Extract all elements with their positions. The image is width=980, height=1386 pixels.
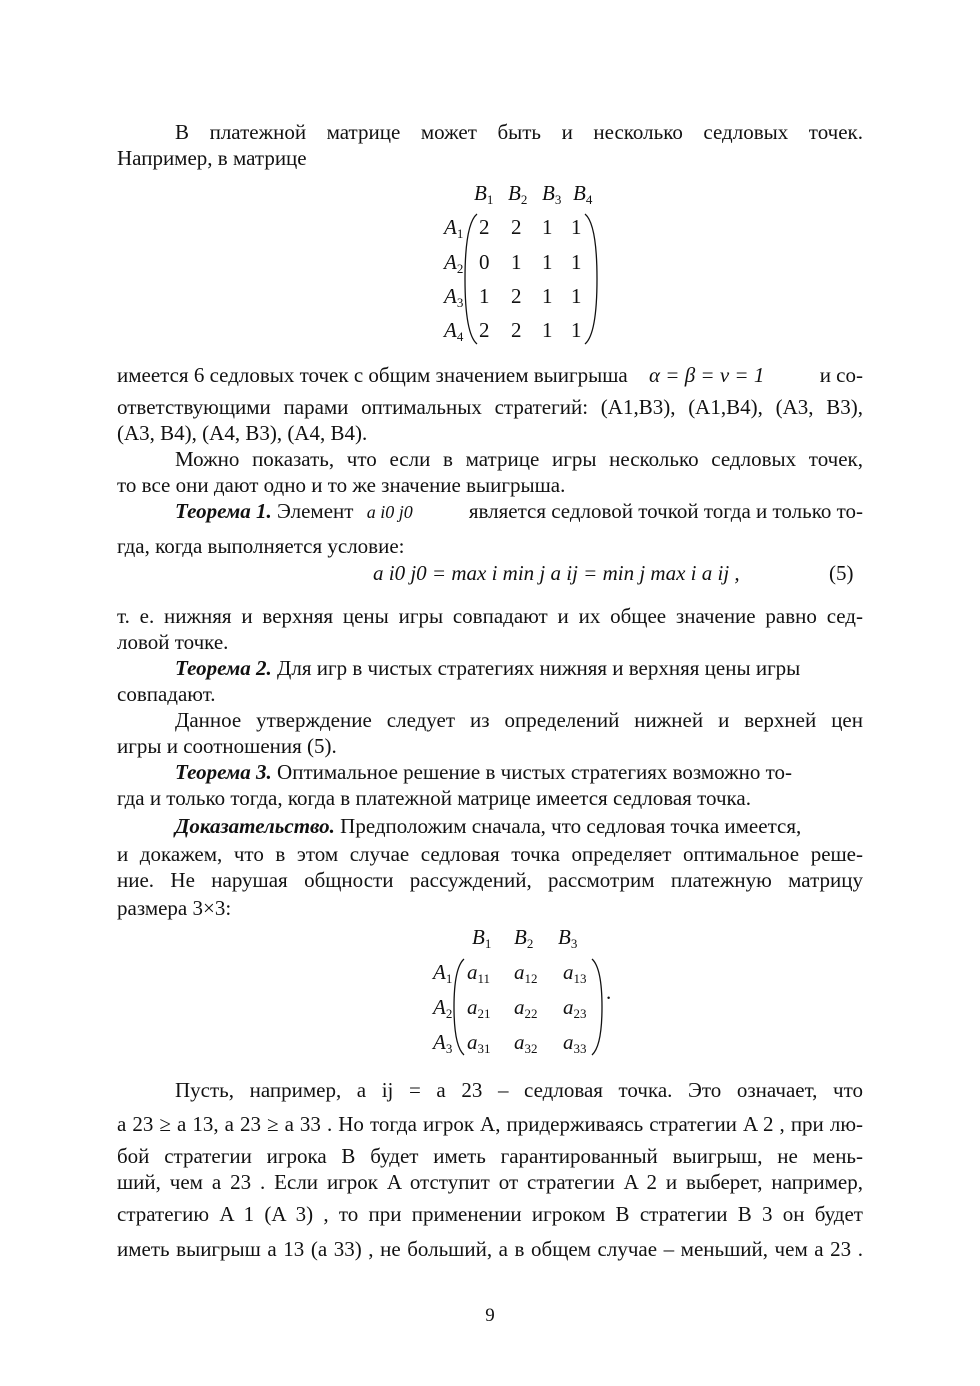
matrix1-cell: 1: [542, 318, 553, 342]
theorem1-text-a: Элемент: [277, 499, 354, 523]
matrix1-cell: 1: [542, 284, 553, 308]
matrix1-cell: 1: [571, 284, 582, 308]
para5-line6: иметь выигрыш a 13 (a 33) , не больший, а в общем случае – меньший, чем a 23 .: [117, 1237, 863, 1261]
para1-line1: В платежной матрице может быть и несколько седловых точек.: [175, 120, 863, 144]
proof-line2: и докажем, что в этом случае седловая точка определяет оптимальное реше-: [117, 842, 863, 866]
matrix2-trailing-period: .: [606, 980, 612, 1004]
para5-line5: стратегию A 1 (A 3) , то при применении игроком B стратегии B 3 он будет: [117, 1202, 863, 1226]
matrix1-row-header-4: $A_4$: [444, 318, 464, 344]
para2-line1: [117, 362, 863, 388]
para5-line1: Пусть, например, a ij = a 23 – седловая точка. Это означает, что: [175, 1078, 863, 1102]
para3-line1: Можно показать, что если в матрице игры несколько седловых точек,: [175, 447, 863, 471]
theorem2-text: Для игр в чистых стратегиях нижняя и верхняя цены игры: [277, 656, 801, 680]
theorem3-line2: гда и только тогда, когда в платежной матрице имеется седловая точка.: [117, 786, 751, 810]
matrix2-cell: $a_{11}$: [467, 960, 491, 986]
page-number: 9: [485, 1305, 495, 1326]
para2-line2: ответствующими парами оптимальных стратегий: (A1,B3), (A1,B4), (A3, B3),: [117, 395, 863, 419]
matrix1-cell: 1: [571, 215, 582, 239]
matrix2-cell: $a_{22}$: [514, 995, 538, 1021]
matrix2-row-header-2: $A_2$: [433, 995, 453, 1021]
para4-line2: игры и соотношения (5).: [117, 734, 337, 758]
para5-line4: ший, чем a 23 . Если игрок A отступит от стратегии A 2 и выберет, например,: [117, 1170, 863, 1194]
matrix1-cell: 1: [571, 318, 582, 342]
matrix2-col-header-3: $B_3$: [558, 925, 578, 951]
matrix2-cell: $a_{21}$: [467, 995, 491, 1021]
theorem1-after2: ловой точке.: [117, 630, 229, 654]
proof-title: Доказательство.: [175, 814, 335, 838]
para2-line3: (A3, B4), (A4, B3), (A4, B4).: [117, 421, 368, 445]
matrix1-cell: 1: [571, 250, 582, 274]
theorem1-text-b: является седловой точкой тогда и только то-: [468, 499, 863, 523]
proof-line4: размера 3×3:: [117, 896, 232, 920]
theorem1-line1: [175, 498, 863, 525]
matrix1-cell: 1: [542, 215, 553, 239]
matrix2-cell: $a_{13}$: [563, 960, 587, 986]
para2-line1-end: и со-: [819, 363, 863, 387]
matrix1-cell: 1: [479, 284, 490, 308]
matrix2-col-header-2: $B_2$: [514, 925, 534, 951]
equation-number: (5): [829, 561, 854, 585]
matrix1-row-header-2: $A_2$: [444, 250, 464, 276]
para2-line1-text: имеется 6 седловых точек с общим значением выигрыша: [117, 363, 628, 387]
matrix1-col-header-1: $B_1$: [474, 181, 494, 207]
proof-line1: [175, 813, 863, 839]
theorem1-element: a i0 j0: [366, 502, 413, 522]
matrix2-cell: $a_{12}$: [514, 960, 538, 986]
theorem1-equation: a i0 j0 = max i min j a ij = min j max i a ij ,: [373, 561, 740, 585]
matrix2-cell: $a_{23}$: [563, 995, 587, 1021]
matrix1-cell: 2: [511, 318, 522, 342]
matrix2-cell: $a_{32}$: [514, 1030, 538, 1056]
theorem2-line1: [175, 655, 863, 681]
theorem1-after1: т. е. нижняя и верхняя цены игры совпадают и их общее значение равно сед-: [117, 604, 863, 628]
matrix1-col-header-2: $B_2$: [508, 181, 528, 207]
theorem1-title: Теорема 1.: [175, 499, 272, 523]
matrix1-cell: 2: [479, 318, 490, 342]
theorem3-text: Оптимальное решение в чистых стратегиях возможно то-: [277, 760, 793, 784]
matrix2-row-header-1: $A_1$: [433, 960, 453, 986]
theorem2-title: Теорема 2.: [175, 656, 272, 680]
matrix1-row-header-3: $A_3$: [444, 284, 464, 310]
matrix1-cell: 1: [511, 250, 522, 274]
matrix1-cell: 2: [511, 215, 522, 239]
matrix1-row-header-1: $A_1$: [444, 215, 464, 241]
theorem1-line2: гда, когда выполняется условие:: [117, 534, 405, 558]
matrix1-cell: 0: [479, 250, 490, 274]
matrix1-col-header-3: $B_3$: [542, 181, 562, 207]
para3-line2: то все они дают одно и то же значение выигрыша.: [117, 473, 566, 497]
proof-line3: ние. Не нарушая общности рассуждений, рассмотрим платежную матрицу: [117, 868, 863, 892]
matrix1-col-header-4: $B_4$: [573, 181, 593, 207]
para5-line3: бой стратегии игрока B будет иметь гарантированный выигрыш, не мень-: [117, 1144, 863, 1168]
matrix1-cell: 2: [479, 215, 490, 239]
theorem3-line1: [175, 759, 863, 785]
matrix2-row-header-3: $A_3$: [433, 1030, 453, 1056]
saddle-value-formula: α = β = ν = 1: [649, 363, 765, 387]
theorem2-line2: совпадают.: [117, 682, 216, 706]
para5-line2: a 23 ≥ a 13, a 23 ≥ a 33 . Но тогда игрок A, придерживаясь стратегии A 2 , при лю-: [117, 1112, 863, 1136]
matrix1-cell: 1: [542, 250, 553, 274]
matrix2-cell: $a_{31}$: [467, 1030, 491, 1056]
matrix1-cell: 2: [511, 284, 522, 308]
theorem3-title: Теорема 3.: [175, 760, 272, 784]
para4-line1: Данное утверждение следует из определений нижней и верхней цен: [175, 708, 863, 732]
proof-text: Предположим сначала, что седловая точка имеется,: [340, 814, 802, 838]
matrix2-col-header-1: $B_1$: [472, 925, 492, 951]
matrix2-cell: $a_{33}$: [563, 1030, 587, 1056]
para1-line2: Например, в матрице: [117, 146, 307, 170]
